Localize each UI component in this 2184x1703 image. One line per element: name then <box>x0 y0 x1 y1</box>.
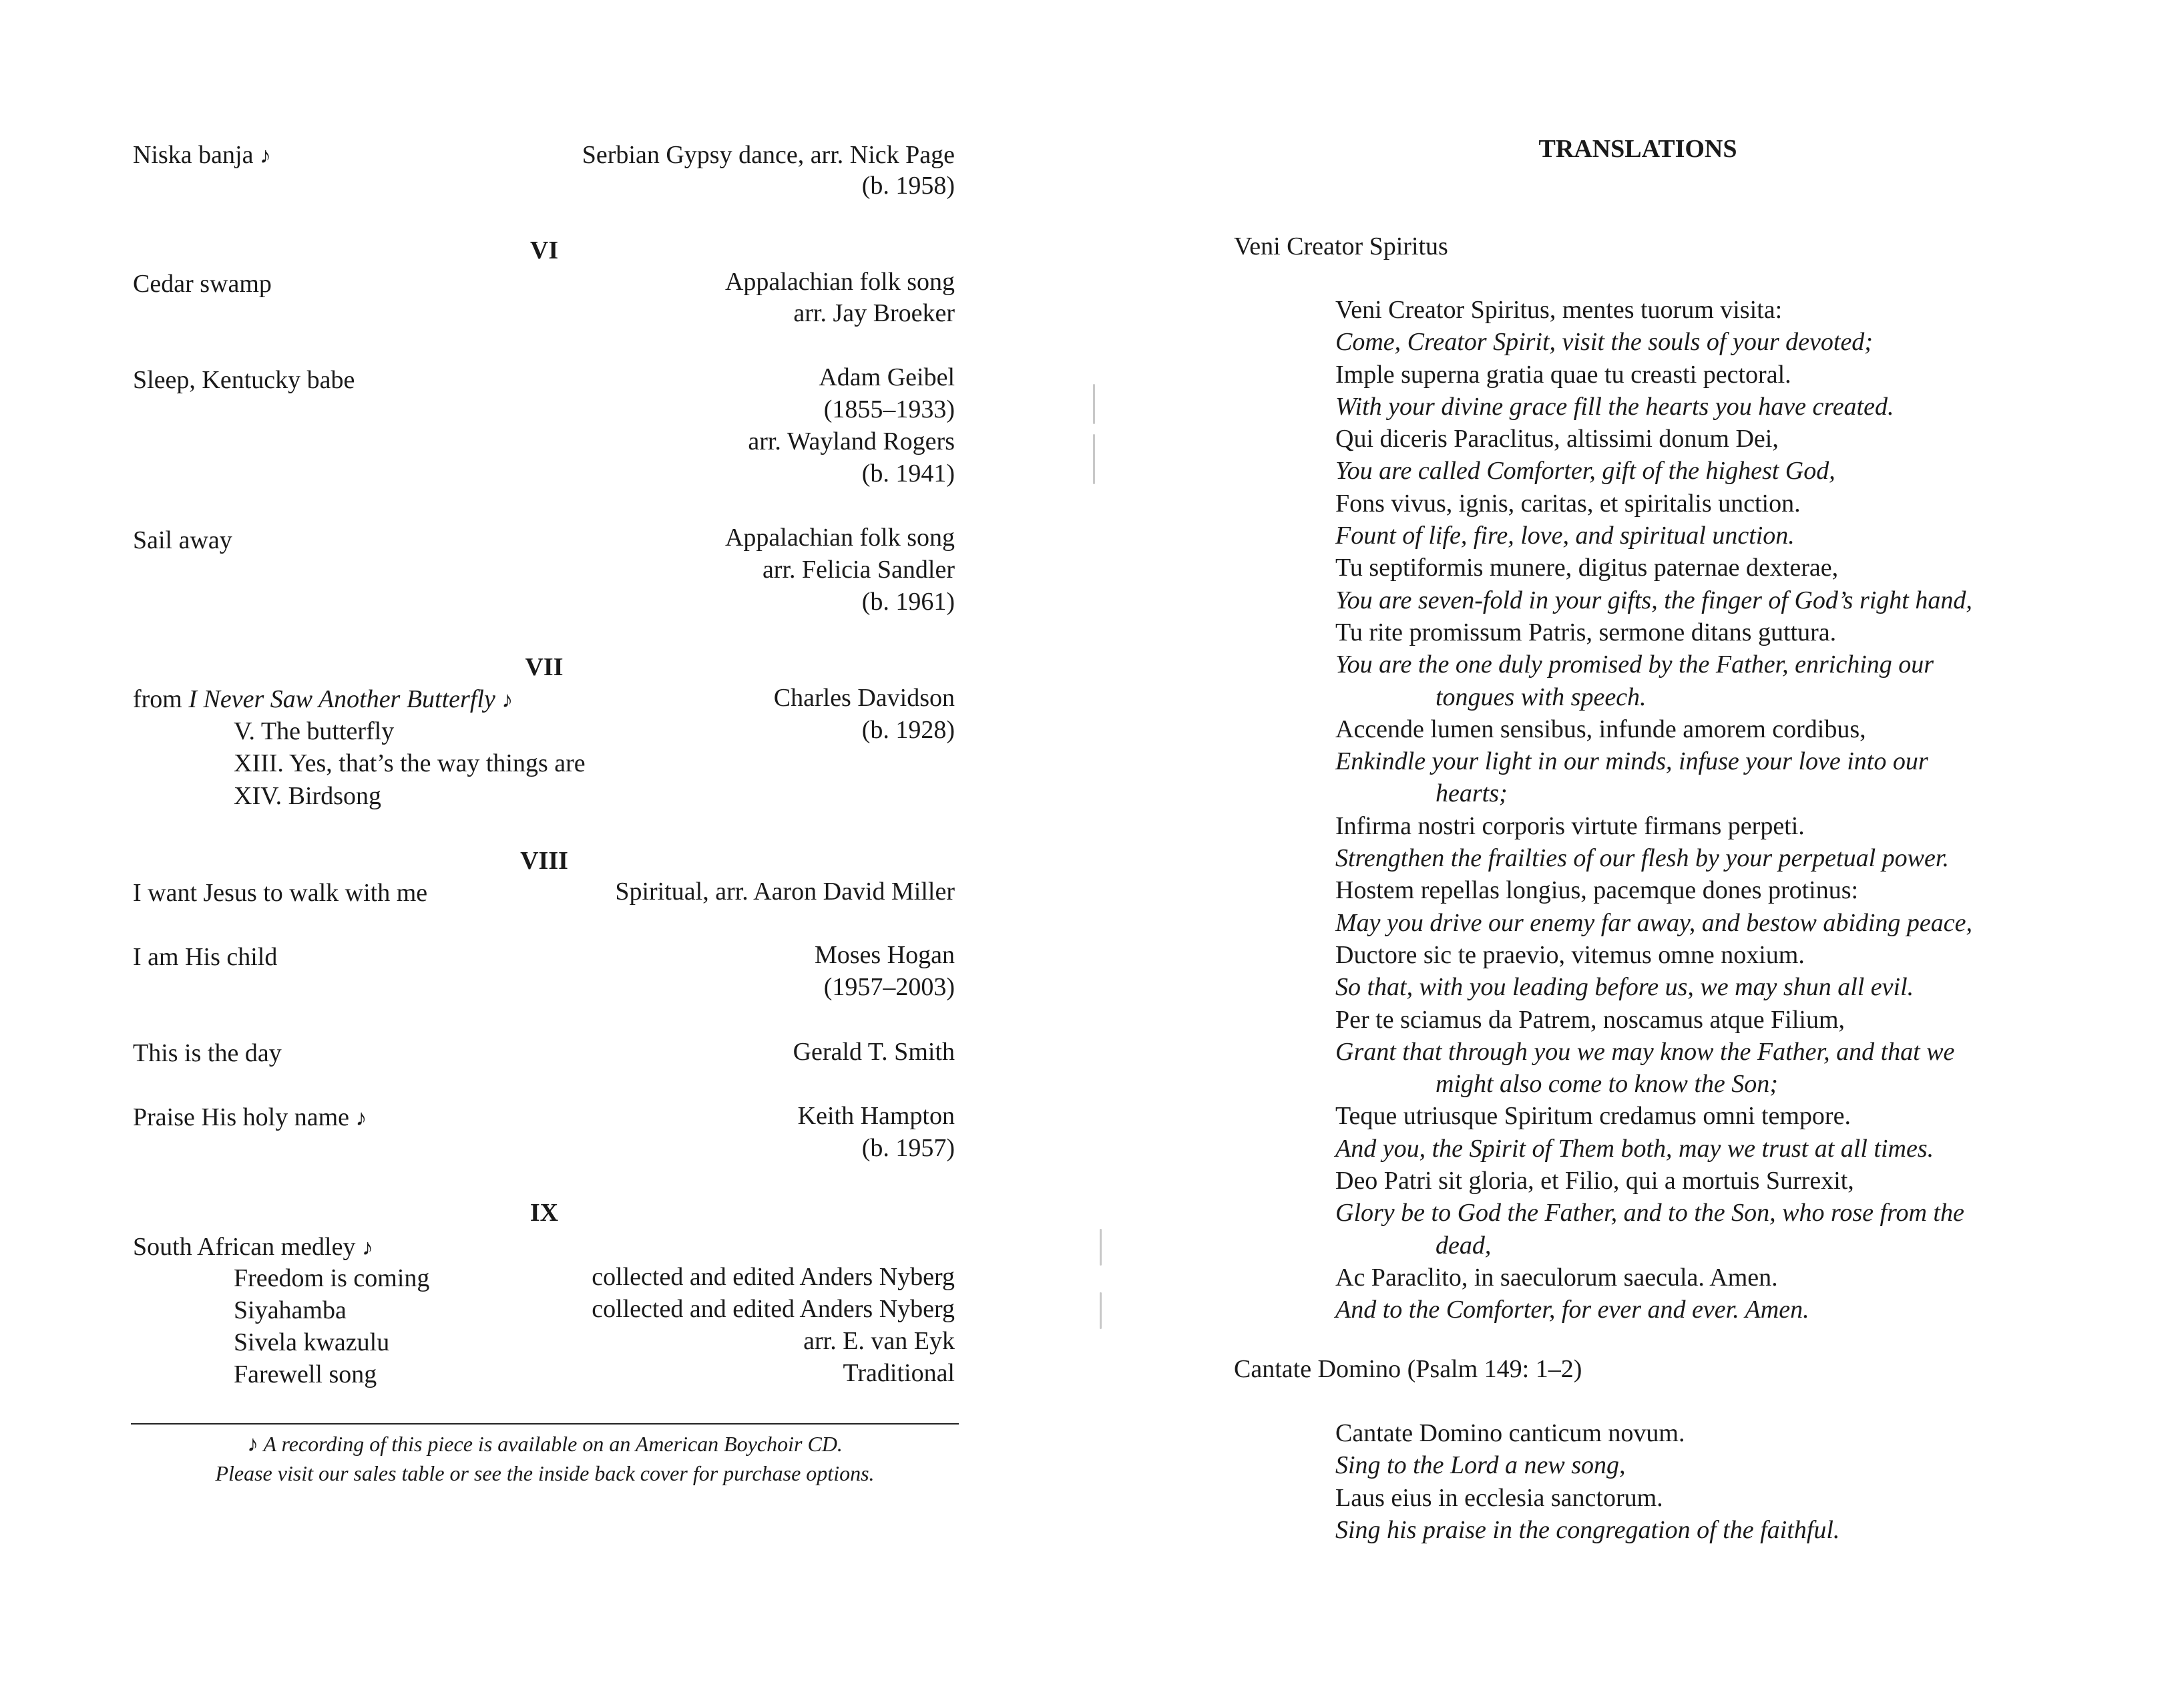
piece-title: Niska banja ♪ <box>133 141 271 169</box>
piece-arranger: arr. Felicia Sandler <box>762 556 955 584</box>
translation-line: Fount of life, fire, love, and spiritual unction. <box>1335 522 1795 550</box>
footnote-line: Please visit our sales table or see the inside back cover for purchase options. <box>215 1461 875 1485</box>
translation-line: You are called Comforter, gift of the highest God, <box>1335 457 1835 486</box>
translation-line: With your divine grace fill the hearts you have created. <box>1335 392 1894 421</box>
piece-title: from I Never Saw Another Butterfly ♪ <box>133 685 513 713</box>
piece-composer: Adam Geibel <box>819 363 955 391</box>
section-heading: IX <box>529 1199 559 1227</box>
piece-title: I want Jesus to walk with me <box>133 879 428 907</box>
translations-page <box>1092 0 2184 1703</box>
translation-line: tongues with speech. <box>1436 683 1647 711</box>
footnote-line: ♪ A recording of this piece is available on an American Boychoir CD. <box>247 1432 843 1457</box>
latin-line: Cantate Domino canticum novum. <box>1335 1419 1685 1447</box>
latin-line: Imple superna gratia quae tu creasti pectoral. <box>1335 360 1791 389</box>
piece-composer: Spiritual, arr. Aaron David Miller <box>615 878 955 906</box>
translation-line: Come, Creator Spirit, visit the souls of your devoted; <box>1335 328 1873 357</box>
verse-block <box>1335 294 2157 1326</box>
latin-line: Fons vivus, ignis, caritas, et spiritalis unction. <box>1335 489 1801 518</box>
piece-title: Cedar swamp <box>133 270 272 298</box>
piece-title: Sail away <box>133 526 232 554</box>
piece-title: Sleep, Kentucky babe <box>133 366 355 394</box>
piece-arranger: arr. Wayland Rogers <box>748 427 955 455</box>
translation-line: might also come to know the Son; <box>1436 1070 1778 1099</box>
piece-arranger-dates: (b. 1941) <box>861 459 955 488</box>
latin-line: Ductore sic te praevio, vitemus omne noxium. <box>1335 940 1805 969</box>
piece-composer: Keith Hampton <box>797 1102 955 1130</box>
latin-line: Veni Creator Spiritus, mentes tuorum visita: <box>1335 296 1783 324</box>
recording-note-icon: ♪ <box>501 688 513 713</box>
piece-composer-dates: (1855–1933) <box>823 395 955 423</box>
piece-composer: arr. Jay Broeker <box>793 299 955 327</box>
translation-line: Enkindle your light in our minds, infuse your love into our <box>1335 747 1928 776</box>
latin-line: Teque utriusque Spiritum credamus omni tempore. <box>1335 1102 1851 1131</box>
translation-line: So that, with you leading before us, we may shun all evil. <box>1335 973 1914 1002</box>
work-heading: Cantate Domino (Psalm 149: 1–2) <box>1234 1355 1582 1383</box>
translation-line: You are the one duly promised by the Father, enriching our <box>1335 650 1934 679</box>
piece-composer: Charles Davidson <box>773 684 955 712</box>
section-heading: VII <box>525 653 564 681</box>
translation-line: hearts; <box>1436 779 1508 808</box>
section-heading: VI <box>529 236 559 264</box>
piece-title: South African medley ♪ <box>133 1233 373 1261</box>
translation-line: You are seven-fold in your gifts, the finger of God’s right hand, <box>1335 586 1972 614</box>
movement-composer: collected and edited Anders Nyberg <box>592 1295 955 1323</box>
piece-title: I am His child <box>133 943 278 971</box>
latin-line: Qui diceris Paraclitus, altissimi donum Dei, <box>1335 425 1779 453</box>
translation-line: And you, the Spirit of Them both, may we trust at all times. <box>1335 1134 1934 1163</box>
latin-line: Laus eius in ecclesia sanctorum. <box>1335 1483 1663 1512</box>
recording-note-icon: ♪ <box>259 144 271 168</box>
piece-composer: Serbian Gypsy dance, arr. Nick Page <box>582 141 955 169</box>
translation-line: And to the Comforter, for ever and ever. Amen. <box>1335 1296 1809 1324</box>
latin-line: Tu rite promissum Patris, sermone ditans guttura. <box>1335 618 1837 646</box>
movement-title: V. The butterfly <box>234 717 395 745</box>
page-title: TRANSLATIONS <box>1538 135 1737 163</box>
footnote-divider <box>131 1423 959 1425</box>
piece-title: Praise His holy name ♪ <box>133 1103 367 1131</box>
movement-composer: Traditional <box>843 1359 955 1387</box>
piece-composer-dates: (b. 1957) <box>861 1134 955 1162</box>
translation-line: Grant that through you we may know the Father, and that we <box>1335 1037 1955 1066</box>
latin-line: Ac Paraclito, in saeculorum saecula. Amen. <box>1335 1263 1778 1292</box>
latin-line: Accende lumen sensibus, infunde amorem cordibus, <box>1335 715 1866 743</box>
section-heading: VIII <box>520 847 568 875</box>
work-heading: Veni Creator Spiritus <box>1234 232 1448 260</box>
movement-title: Farewell song <box>234 1360 377 1388</box>
translation-line: Strengthen the frailties of our flesh by your perpetual power. <box>1335 844 1949 873</box>
translation-line: Sing his praise in the congregation of the faithful. <box>1335 1515 1840 1544</box>
piece-title: This is the day <box>133 1039 282 1067</box>
movement-composer: arr. E. van Eyk <box>803 1327 955 1355</box>
piece-arranger-dates: (b. 1961) <box>861 588 955 616</box>
translation-line: dead, <box>1436 1231 1492 1260</box>
latin-line: Infirma nostri corporis virtute firmans perpeti. <box>1335 811 1805 840</box>
verse-block <box>1335 1417 2157 1546</box>
movement-title: Sivela kwazulu <box>234 1328 390 1356</box>
piece-composer-dates: (b. 1928) <box>861 716 955 744</box>
piece-composer: Appalachian folk song <box>724 268 955 296</box>
movement-composer: collected and edited Anders Nyberg <box>592 1263 955 1291</box>
latin-line: Per te sciamus da Patrem, noscamus atque Filium, <box>1335 1005 1845 1034</box>
recording-note-icon: ♪ <box>361 1236 373 1260</box>
piece-composer: Moses Hogan <box>814 941 955 969</box>
piece-composer-dates: (1957–2003) <box>823 973 955 1001</box>
movement-title: Siyahamba <box>234 1296 347 1324</box>
latin-line: Tu septiformis munere, digitus paternae dexterae, <box>1335 554 1839 582</box>
movement-title: Freedom is coming <box>234 1264 430 1292</box>
latin-line: Hostem repellas longius, pacemque dones protinus: <box>1335 876 1859 905</box>
piece-composer: Gerald T. Smith <box>793 1038 955 1066</box>
latin-line: Deo Patri sit gloria, et Filio, qui a mortuis Surrexit, <box>1335 1167 1854 1195</box>
translation-line: May you drive our enemy far away, and bestow abiding peace, <box>1335 908 1973 937</box>
piece-composer-dates: (b. 1958) <box>861 172 955 200</box>
recording-note-icon: ♪ <box>355 1106 367 1131</box>
translation-line: Glory be to God the Father, and to the Son, who rose from the <box>1335 1199 1964 1227</box>
translation-line: Sing to the Lord a new song, <box>1335 1451 1626 1480</box>
movement-title: XIV. Birdsong <box>234 782 381 810</box>
piece-composer: Appalachian folk song <box>724 524 955 552</box>
movement-title: XIII. Yes, that’s the way things are <box>234 749 586 777</box>
recording-note-icon: ♪ <box>247 1432 259 1457</box>
